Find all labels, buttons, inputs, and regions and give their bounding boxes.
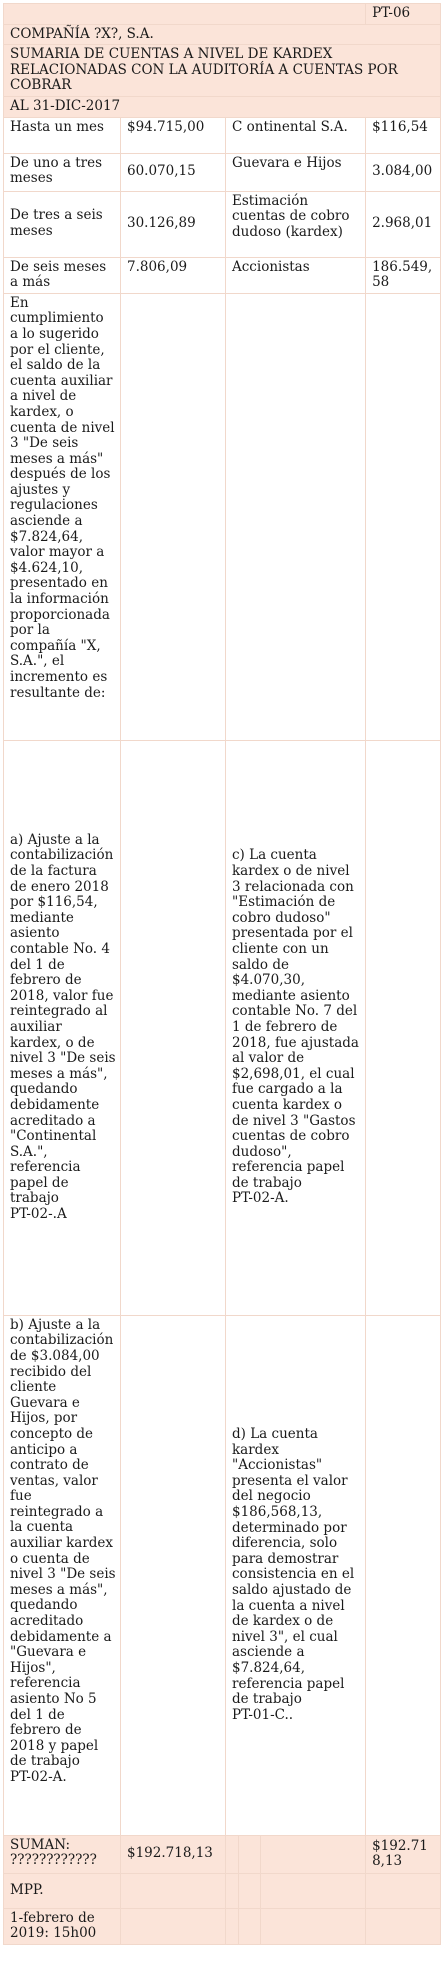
left-total: $192.718,13 xyxy=(121,1835,226,1873)
aging-value: 30.126,89 xyxy=(121,191,226,257)
kardex-summary-sheet xyxy=(3,3,440,1945)
aging-value: 60.070,15 xyxy=(121,153,226,191)
totals-row xyxy=(4,1835,441,1873)
summary-table xyxy=(3,3,441,1945)
company-name: COMPAÑÍA ?X?, S.A. xyxy=(4,24,441,45)
table-row xyxy=(4,153,441,191)
aging-label: De seis meses a más xyxy=(4,257,121,293)
table-row xyxy=(4,117,441,153)
company-row xyxy=(4,24,441,45)
account-value: 3.084,00 xyxy=(366,153,441,191)
date-row xyxy=(4,96,441,117)
table-row xyxy=(4,191,441,257)
aging-label: De uno a tres meses xyxy=(4,153,121,191)
initials-row xyxy=(4,1873,441,1908)
note-d: d) La cuenta kardex "Accionistas" presenta el valor del negocio $186,568,13, determinado por diferencia, solo para demostrar consistencia en el saldo ajustado de la cuenta a nivel de kardex o de nivel 3", el cual asciende a $7.824,64, referencia papel de trabajo PT-01-C.. xyxy=(226,1315,366,1835)
note-b: b) Ajuste a la contabilización de $3.084,00 recibido del cliente Guevara e Hijos, por concepto de anticipo a contrato de ventas, valor fue reintegrado a la cuenta auxiliar kardex o cuenta de nivel 3 "De seis meses a más", quedando acreditado debidamente a "Guevara e Hijos", referencia asiento No 5 del 1 de febrero de 2018 y papel de trabajo PT-02-A. xyxy=(4,1315,121,1835)
prepared-datetime: 1-febrero de 2019: 15h00 xyxy=(4,1908,121,1944)
intro-note-row xyxy=(4,293,441,740)
preparer-initials: MPP. xyxy=(4,1873,121,1908)
report-date: AL 31-DIC-2017 xyxy=(4,96,441,117)
table-row xyxy=(4,257,441,293)
totals-label: SUMAN: ???????????? xyxy=(4,1835,121,1873)
ref-row-blank xyxy=(4,4,366,25)
aging-value: 7.806,09 xyxy=(121,257,226,293)
notes-ac-row xyxy=(4,740,441,1315)
account-label: Estimación cuentas de cobro dudoso (kardex) xyxy=(226,191,366,257)
right-total: $192.718,13 xyxy=(366,1835,441,1873)
account-value: $116,54 xyxy=(366,117,441,153)
account-label: Guevara e Hijos xyxy=(226,153,366,191)
notes-bd-row xyxy=(4,1315,441,1835)
account-label: Accionistas xyxy=(226,257,366,293)
working-paper-ref: PT-06 xyxy=(366,4,441,25)
ref-row xyxy=(4,4,441,25)
datetime-row xyxy=(4,1908,441,1944)
intro-note: En cumplimiento a lo sugerido por el cliente, el saldo de la cuenta auxiliar a nivel de kardex, o cuenta de nivel 3 "De seis meses a más" después de los ajustes y regulaciones asciende a $7.824,64, valor mayor a $4.624,10, presentado en la información proporcionada por la compañía "X, S.A.", el incremento es resultante de: xyxy=(4,293,121,740)
title-row xyxy=(4,45,441,97)
note-c: c) La cuenta kardex o de nivel 3 relacionada con "Estimación de cobro dudoso" presentada por el cliente con un saldo de $4.070,30, mediante asiento contable No. 7 del 1 de febrero de 2018, fue ajustada al valor de $2,698,01, el cual fue cargado a la cuenta kardex o de nivel 3 "Gastos cuentas de cobro dudoso", referencia papel de trabajo PT-02-A. xyxy=(226,740,366,1315)
report-title: SUMARIA DE CUENTAS A NIVEL DE KARDEX RELACIONADAS CON LA AUDITORÍA A CUENTAS POR COBRAR xyxy=(4,45,441,97)
account-value: 2.968,01 xyxy=(366,191,441,257)
aging-value: $94.715,00 xyxy=(121,117,226,153)
aging-label: De tres a seis meses xyxy=(4,191,121,257)
account-label: C ontinental S.A. xyxy=(226,117,366,153)
account-value: 186.549,58 xyxy=(366,257,441,293)
aging-label: Hasta un mes xyxy=(4,117,121,153)
note-a: a) Ajuste a la contabilización de la factura de enero 2018 por $116,54, mediante asiento contable No. 4 del 1 de febrero de 2018, valor fue reintegrado al auxiliar kardex, o de nivel 3 "De seis meses a más", quedando debidamente acreditado a "Continental S.A.", referencia papel de trabajo PT-02-.A xyxy=(4,740,121,1315)
